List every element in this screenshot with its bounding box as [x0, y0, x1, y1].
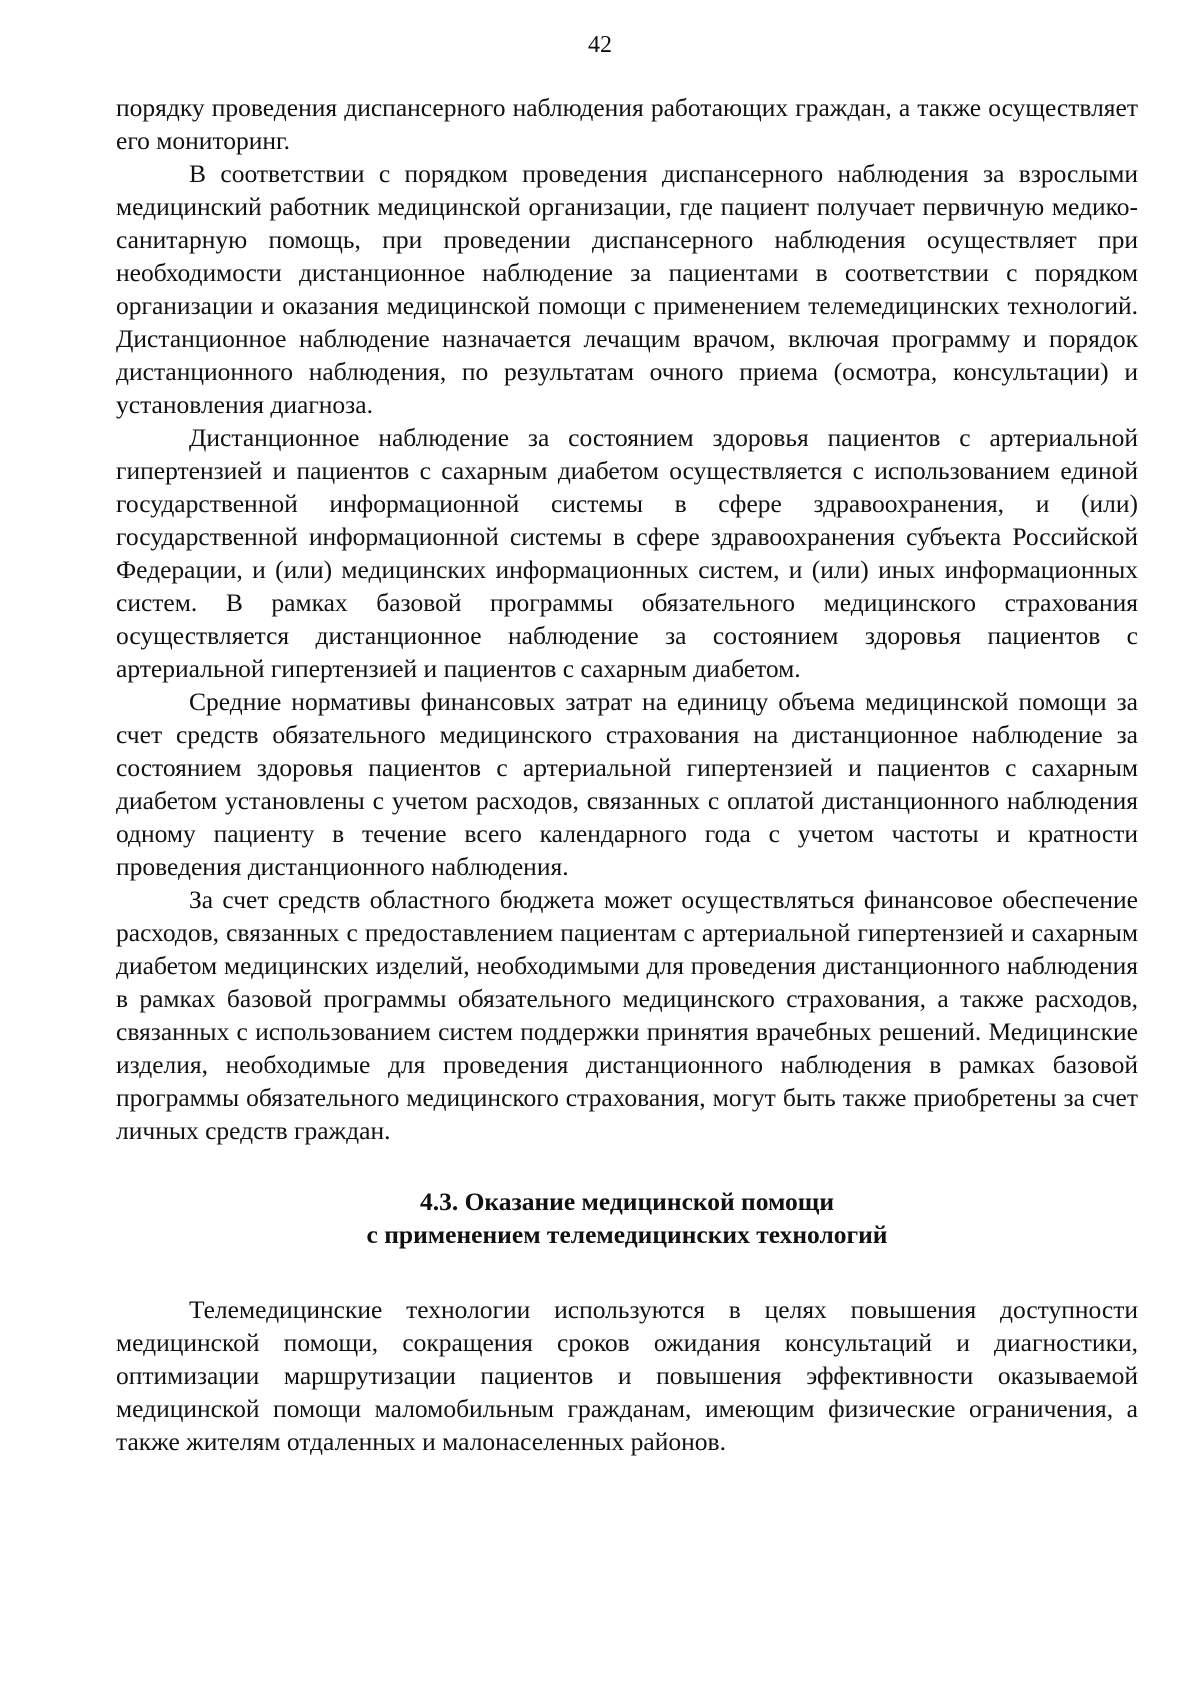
paragraph-telemedicine: Телемедицинские технологии используются в целях повышения доступности медицинской помощи, сокращения сроков ожидания консультаций и диагностики, оптимизации маршрутизации пациентов и повышения эффективности оказываемой медицинской помощи маломобильным гражданам, имеющим физические ограничения, а также жителям отдаленных и малонаселенных районов. [116, 1295, 1138, 1456]
paragraph-remote-observation-systems: Дистанционное наблюдение за состоянием здоровья пациентов с артериальной гипертензией и пациентов с сахарным диабетом осуществляется с использованием единой государственной информационной системы в сфере здравоохранения, и (или) государственной информационной системы в сфере здравоохранения субъекта Российской Федерации, и (или) медицинских информационных систем, и (или) иных информационных систем. В рамках базовой программы обязательного медицинского страхования осуществляется дистанционное наблюдение за состоянием здоровья пациентов с артериальной гипертензией и пациентов с сахарным диабетом. [116, 423, 1138, 683]
section-heading-line-2: с применением телемедицинских технологий [366, 1220, 888, 1249]
section-heading [116, 1185, 1138, 1251]
page-number: 42 [588, 32, 612, 58]
paragraph-financial-standards: Средние нормативы финансовых затрат на единицу объема медицинской помощи за счет средств обязательного медицинского страхования на дистанционное наблюдение за состоянием здоровья пациентов с артериальной гипертензией и пациентов с сахарным диабетом установлены с учетом расходов, связанных с оплатой дистанционного наблюдения одному пациенту в течение всего календарного года с учетом частоты и кратности проведения дистанционного наблюдения. [116, 687, 1138, 881]
paragraph-continuation: порядку проведения диспансерного наблюдения работающих граждан, а также осуществляет его мониторинг. [116, 93, 1138, 155]
section-heading-line-1: 4.3. Оказание медицинской помощи [419, 1187, 835, 1216]
paragraph-remote-observation-procedure: В соответствии с порядком проведения диспансерного наблюдения за взрослыми медицинский работник медицинской организации, где пациент получает первичную медико-санитарную помощь, при проведении диспансерного наблюдения осуществляет при необходимости дистанционное наблюдение за пациентами в соответствии с порядком организации и оказания медицинской помощи с применением телемедицинских технологий. Дистанционное наблюдение назначается лечащим врачом, включая программу и порядок дистанционного наблюдения, по результатам очного приема (осмотра, консультации) и установления диагноза. [116, 159, 1138, 419]
paragraph-regional-budget: За счет средств областного бюджета может осуществляться финансовое обеспечение расходов, связанных с предоставлением пациентам с артериальной гипертензией и сахарным диабетом медицинских изделий, необходимыми для проведения дистанционного наблюдения в рамках базовой программы обязательного медицинского страхования, а также расходов, связанных с использованием систем поддержки принятия врачебных решений. Медицинские изделия, необходимые для проведения дистанционного наблюдения в рамках базовой программы обязательного медицинского страхования, могут быть также приобретены за счет личных средств граждан. [116, 885, 1138, 1145]
document-body [116, 91, 1138, 1458]
